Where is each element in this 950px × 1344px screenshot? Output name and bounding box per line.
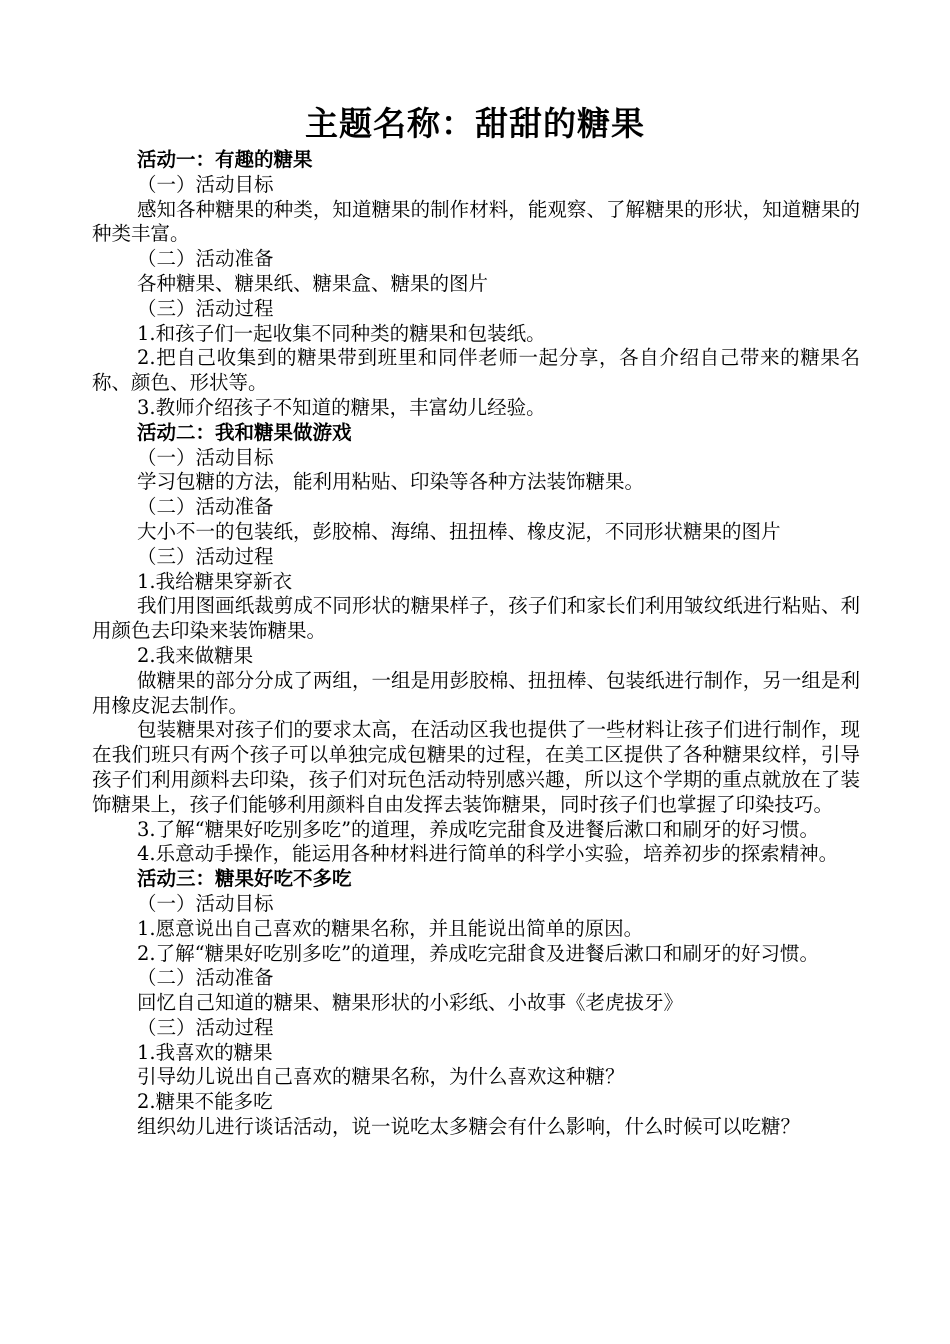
activity1-step: 2.把自己收集到的糖果带到班里和同伴老师一起分享，各自介绍自己带来的糖果名称、颜色、形状等。 (92, 346, 860, 395)
activity3-goal-item: 2.了解“糖果好吃别多吃”的道理，养成吃完甜食及进餐后漱口和刷牙的好习惯。 (137, 941, 820, 965)
activity1-goal-label: （一）活动目标 (137, 172, 274, 196)
activity3-step2-text: 组织幼儿进行谈话活动，说一说吃太多糖会有什么影响，什么时候可以吃糖？ (137, 1115, 801, 1139)
activity2-step2-text: 做糖果的部分分成了两组，一组是用彭胶棉、扭扭棒、包装纸进行制作，另一组是利用橡皮泥去制作。 (92, 668, 860, 717)
activity3-goal-label: （一）活动目标 (137, 891, 274, 915)
activity2-step4: 4.乐意动手操作，能运用各种材料进行简单的科学小实验，培养初步的探索精神。 (137, 842, 839, 866)
activity2-heading: 活动二：我和糖果做游戏 (137, 420, 352, 444)
activity2-prep-text: 大小不一的包装纸，彭胶棉、海绵、扭扭棒、橡皮泥，不同形状糖果的图片 (137, 519, 781, 543)
activity2-goal-label: （一）活动目标 (137, 445, 274, 469)
activity2-step1-text: 我们用图画纸裁剪成不同形状的糖果样子，孩子们和家长们利用皱纹纸进行粘贴、利用颜色去印染来装饰糖果。 (92, 594, 860, 643)
activity1-heading: 活动一：有趣的糖果 (137, 148, 313, 171)
document-body (92, 148, 860, 1140)
activity3-step1-text: 引导幼儿说出自己喜欢的糖果名称，为什么喜欢这种糖？ (137, 1065, 625, 1089)
activity2-prep-label: （二）活动准备 (137, 495, 274, 519)
activity2-step2-text: 包装糖果对孩子们的要求太高，在活动区我也提供了一些材料让孩子们进行制作，现在我们班只有两个孩子可以单独完成包糖果的过程，在美工区提供了各种糖果纹样，引导孩子们利用颜料去印染，孩子们对玩色活动特别感兴趣，所以这个学期的重点就放在了装饰糖果上，孩子们能够利用颜料自由发挥去装饰糖果，同时孩子们也掌握了印染技巧。 (92, 718, 860, 816)
activity3-process-label: （三）活动过程 (137, 1015, 274, 1039)
activity2-step1-title: 1.我给糖果穿新衣 (137, 569, 293, 593)
activity3-prep-text: 回忆自己知道的糖果、糖果形状的小彩纸、小故事《老虎拔牙》 (137, 991, 684, 1015)
activity2-process-label: （三）活动过程 (137, 544, 274, 568)
activity1-step: 3.教师介绍孩子不知道的糖果，丰富幼儿经验。 (137, 395, 546, 419)
activity1-goal-text: 感知各种糖果的种类，知道糖果的制作材料，能观察、了解糖果的形状，知道糖果的种类丰富。 (92, 197, 860, 246)
activity3-step2-title: 2.糖果不能多吃 (137, 1090, 273, 1114)
activity3-step1-title: 1.我喜欢的糖果 (137, 1040, 273, 1064)
activity1-process-label: （三）活动过程 (137, 296, 274, 320)
activity1-prep-label: （二）活动准备 (137, 247, 274, 271)
activity2-step2-title: 2.我来做糖果 (137, 643, 254, 667)
activity2-goal-text: 学习包糖的方法，能利用粘贴、印染等各种方法装饰糖果。 (137, 470, 645, 494)
activity1-step: 1.和孩子们一起收集不同种类的糖果和包装纸。 (137, 321, 546, 345)
activity3-goal-item: 1.愿意说出自己喜欢的糖果名称，并且能说出简单的原因。 (137, 916, 644, 940)
activity2-step3: 3.了解“糖果好吃别多吃”的道理，养成吃完甜食及进餐后漱口和刷牙的好习惯。 (137, 817, 820, 841)
activity1-prep-text: 各种糖果、糖果纸、糖果盒、糖果的图片 (137, 271, 489, 295)
activity3-heading: 活动三：糖果好吃不多吃 (137, 867, 352, 891)
activity3-prep-label: （二）活动准备 (137, 966, 274, 990)
page-title: 主题名称：甜甜的糖果 (305, 104, 645, 143)
